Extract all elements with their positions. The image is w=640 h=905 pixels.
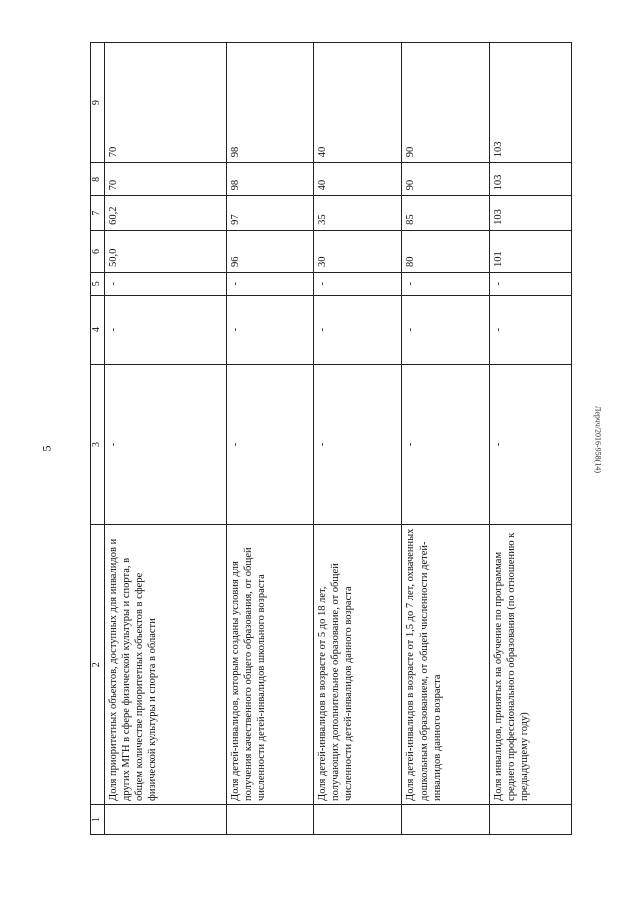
cell-value: 60,2 [104, 196, 226, 231]
column-header: 2 [91, 525, 105, 805]
cell-value: - [104, 295, 226, 364]
cell-value: - [104, 272, 226, 295]
table-header-row [91, 43, 105, 835]
cell-indicator: Доля детей-инвалидов, которым созданы условия для получения качественного общего образования, от общей численности детей-инвалидов школьного возраста [226, 525, 313, 805]
cell-value: 90 [402, 43, 489, 163]
document-code: Лерчч/2016-958(14) [593, 406, 603, 473]
cell-value: - [489, 295, 571, 364]
cell-value: - [489, 272, 571, 295]
cell-value: - [402, 295, 489, 364]
cell-number [104, 804, 226, 834]
column-header: 3 [91, 364, 105, 525]
cell-value: 50,0 [104, 230, 226, 272]
cell-value: 40 [314, 163, 402, 196]
cell-value: 103 [489, 163, 571, 196]
cell-value: - [104, 364, 226, 525]
cell-value: 80 [402, 230, 489, 272]
cell-value: 96 [226, 230, 313, 272]
cell-value: 85 [402, 196, 489, 231]
cell-value: 35 [314, 196, 402, 231]
column-header: 4 [91, 295, 105, 364]
indicator-table [90, 42, 572, 835]
cell-value: - [489, 364, 571, 525]
cell-value: - [402, 272, 489, 295]
cell-value: 98 [226, 43, 313, 163]
cell-value: 97 [226, 196, 313, 231]
cell-indicator: Доля детей-инвалидов в возрасте от 1,5 до 7 лет, охваченных дошкольным образованием, от общей численности детей-инвалидов данного возраста [402, 525, 489, 805]
cell-value: 40 [314, 43, 402, 163]
table-row [314, 43, 402, 835]
column-header: 5 [91, 272, 105, 295]
cell-indicator: Доля инвалидов, принятых на обучение по программам среднего профессионального образования (по отношению к предыдущему году) [489, 525, 571, 805]
cell-number [402, 804, 489, 834]
cell-value: 70 [104, 43, 226, 163]
column-header: 7 [91, 196, 105, 231]
column-header: 1 [91, 804, 105, 834]
cell-value: 103 [489, 196, 571, 231]
table-row [489, 43, 571, 835]
page-number: 5 [39, 445, 54, 452]
cell-value: - [226, 272, 313, 295]
cell-indicator: Доля детей-инвалидов в возрасте от 5 до 18 лет, получающих дополнительное образование, от общей численности детей-инвалидов данного возраста [314, 525, 402, 805]
cell-value: 101 [489, 230, 571, 272]
table-row [226, 43, 313, 835]
column-header: 6 [91, 230, 105, 272]
cell-value: 98 [226, 163, 313, 196]
table-row [402, 43, 489, 835]
cell-value: 103 [489, 43, 571, 163]
cell-value: - [314, 295, 402, 364]
cell-value: - [402, 364, 489, 525]
column-header: 8 [91, 163, 105, 196]
cell-value: 30 [314, 230, 402, 272]
cell-number [314, 804, 402, 834]
cell-value: - [314, 272, 402, 295]
cell-indicator: Доля приоритетных объектов, доступных для инвалидов и других МГН в сфере физической культуры и спорта, в общем количестве приоритетных объектов в сфере физической культуры и спорта в области [104, 525, 226, 805]
indicator-table-rotated [90, 42, 572, 835]
cell-value: - [314, 364, 402, 525]
cell-value: - [226, 364, 313, 525]
cell-value: - [226, 295, 313, 364]
cell-value: 90 [402, 163, 489, 196]
cell-number [226, 804, 313, 834]
cell-value: 70 [104, 163, 226, 196]
cell-number [489, 804, 571, 834]
table-row [104, 43, 226, 835]
column-header: 9 [91, 43, 105, 163]
